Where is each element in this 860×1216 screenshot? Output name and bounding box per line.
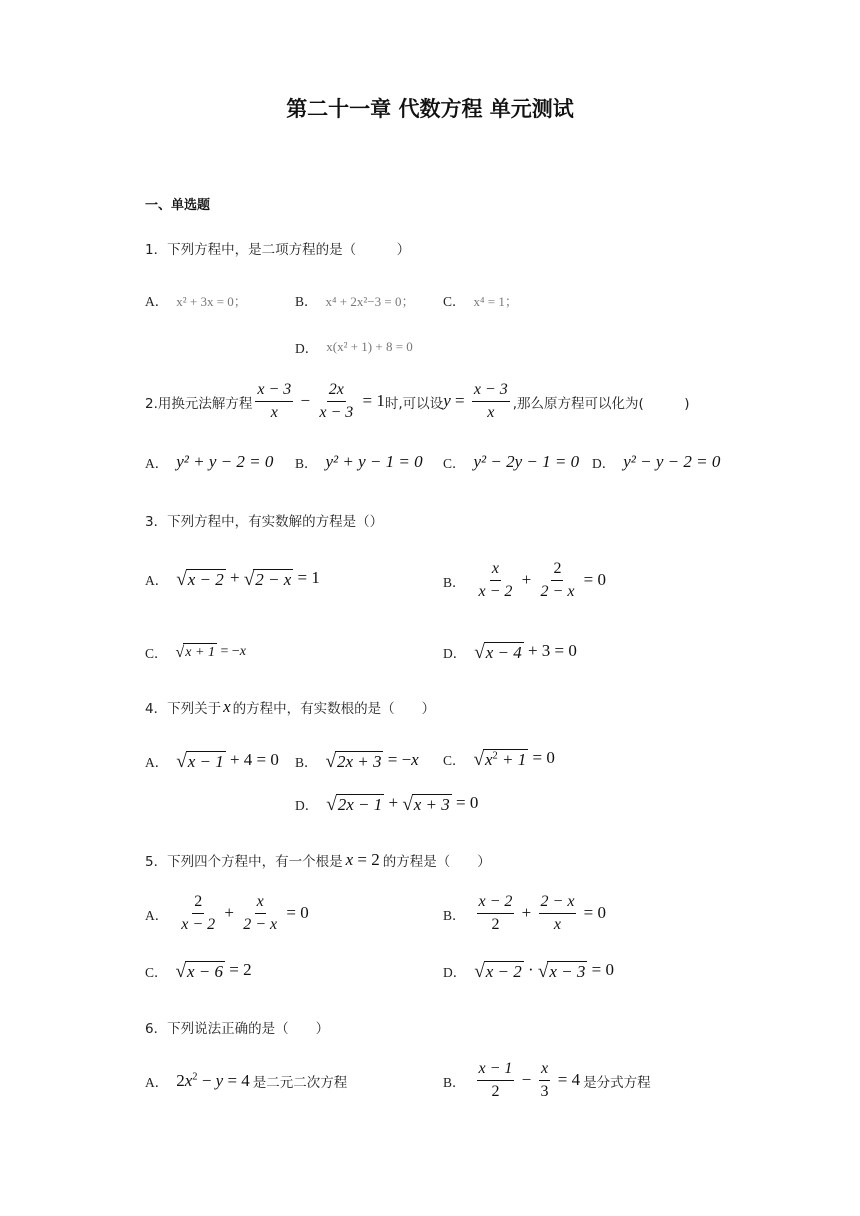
section-heading: 一、单选题 [145,198,211,213]
q1-option-a: A． x² + 3x = 0； [145,290,247,310]
q3-option-a: A． √ x − 2 + √ 2 − x = 1 [145,568,320,591]
q2-option-b: B． y² + y − 1 = 0 [295,452,423,471]
question-6-stem: 6．下列说法正确的是（ ） [145,1021,330,1037]
q6-option-b: B． $\frac{x - 1}{2}$ − $\frac{x}{3}$ = 4 是分式方程 [443,1060,651,1101]
question-4-stem: 4．下列关于 x 的方程中，有实数根的是（ ） [145,697,436,717]
q5-option-d: D． √ x − 2 · √ x − 3 = 0 [443,960,614,983]
question-5-stem: 5．下列四个方程中，有一个根是 x = 2 的方程是（ ） [145,850,491,870]
q2-option-a: A． y² + y − 2 = 0 [145,452,274,471]
q3-option-b: B． $\frac{x}{x - 2}$ + $\frac{2}{2 - x}$ = 0 [443,560,607,601]
q5-option-b: B． $\frac{x - 2}{2}$ + $\frac{2 - x}{x}$ = 0 [443,893,607,934]
q1-option-d-math: x(x² + 1) + 8 = 0 [326,339,413,354]
q2-substitution: y = $\frac{x - 3}{x}$ [443,381,508,422]
q5-option-c: C． √ x − 6 = 2 [145,960,252,983]
q4-option-a: A． √ x − 1 + 4 = 0 [145,750,279,773]
q1-option-c-math: x⁴ = 1； [473,293,518,309]
q3-option-c: C． √ x + 1 = −x [145,643,246,661]
q1-option-b-math: x⁴ + 2x²−3 = 0； [325,293,415,309]
q2-option-d: D． y² − y − 2 = 0 [592,452,721,471]
q1-option-b: B． x⁴ + 2x²−3 = 0； [295,290,414,310]
page-title: 第二十一章 代数方程 单元测试 [286,97,574,121]
q4-option-b: B． √ 2x + 3 = −x [295,750,419,773]
q5-option-a: A． $\frac{2}{x - 2}$ + $\frac{x}{2 - x}$ = 0 [145,893,309,934]
q1-option-c: C． x⁴ = 1； [443,290,518,310]
question-1-stem: 1．下列方程中，是二项方程的是（ ） [145,242,411,258]
q2-option-c: C． y² − 2y − 1 = 0 [443,452,580,471]
q3-option-d: D． √ x − 4 + 3 = 0 [443,641,577,664]
q2-equation: $\frac{x - 3}{x}$ − $\frac{2x}{x - 3}$ = 1 [257,381,385,422]
q4-option-d: D． √ 2x − 1 + √ x + 3 = 0 [295,793,479,816]
q1-option-d: D． x(x² + 1) + 8 = 0 [295,339,413,356]
q1-option-a-math: x² + 3x = 0； [176,293,247,309]
q6-option-a: A． $2x^2 - y = 4$ 是二元二次方程 [145,1071,348,1091]
question-2-stem: 2.用换元法解方程 $\frac{x - 3}{x}$ − $\frac{2x}{x - 3}$ = 1 时,可以设 y = $\frac{x - 3}{x}$ ,那么原方程可以化为( ) [145,381,690,422]
question-3-stem: 3．下列方程中，有实数解的方程是（） [145,514,384,530]
q4-option-c: C． √ $x^2 + 1$ = 0 [443,748,555,771]
